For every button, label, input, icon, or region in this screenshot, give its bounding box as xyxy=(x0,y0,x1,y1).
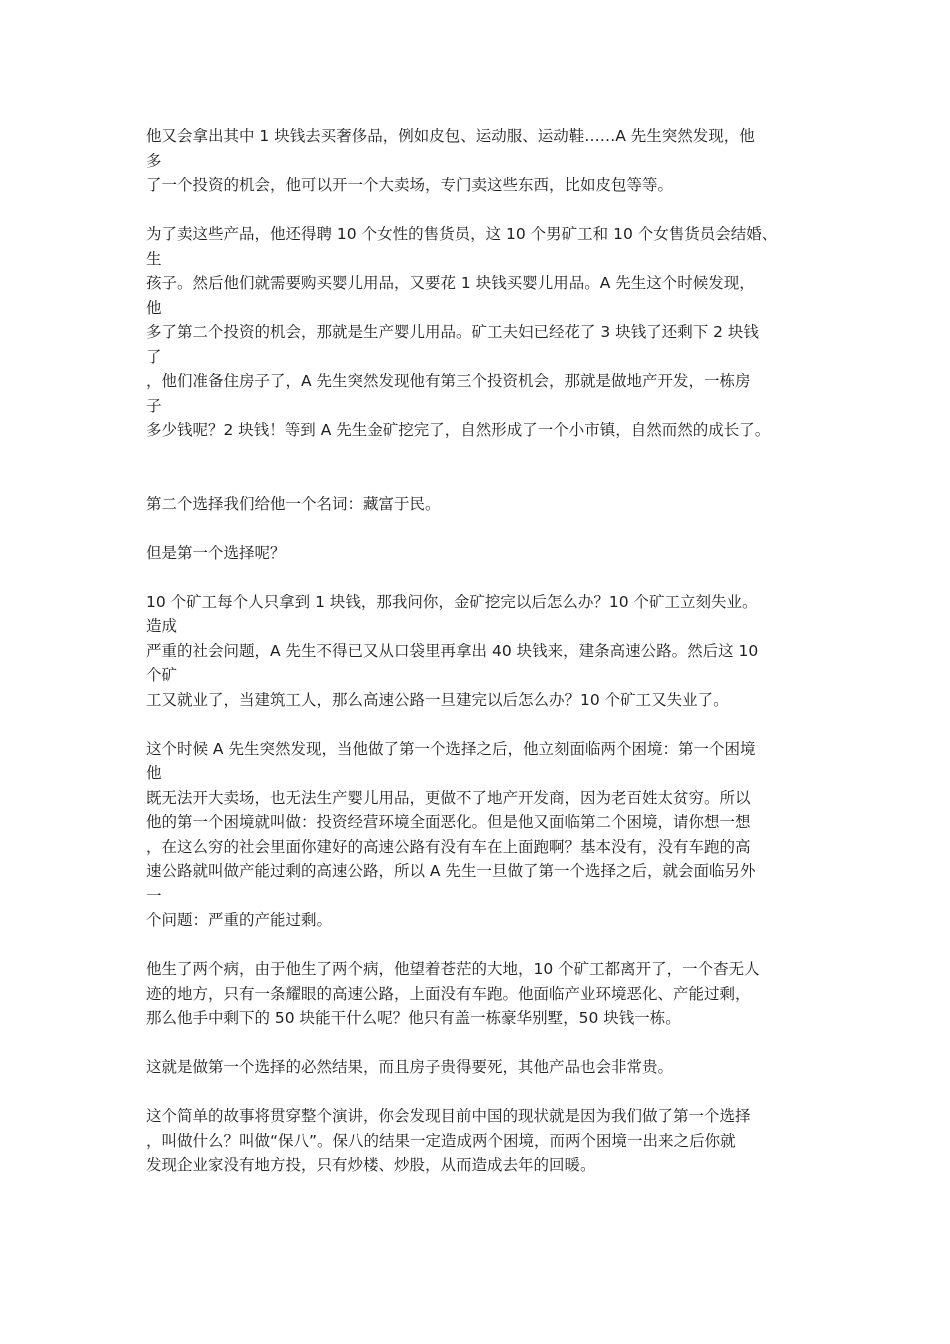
text-line: 这个时候 A 先生突然发现，当他做了第一个选择之后，他立刻面临两个困境：第一个困境 xyxy=(146,739,756,758)
text-line: ，他们准备住房子了，A 先生突然发现他有第三个投资机会，那就是做地产开发，一栋房 xyxy=(146,372,751,390)
paragraph xyxy=(146,737,821,933)
paragraph xyxy=(146,124,821,198)
paragraph-gap xyxy=(146,198,821,223)
text-line: 速公路就叫做产能过剩的高速公路，所以 A 先生一旦做了第一个选择之后，就会面临另外 xyxy=(146,862,756,880)
text-line: 孩子。然后他们就需要购买婴儿用品，又要花 1 块钱买婴儿用品。A 先生这个时候发现， xyxy=(146,274,755,292)
text-line: 工又就业了，当建筑工人，那么高速公路一旦建完以后怎么办？10 个矿工又失业了。 xyxy=(146,690,729,709)
paragraph-gap xyxy=(146,1031,821,1056)
text-line: 多 xyxy=(146,151,162,170)
paragraph xyxy=(146,541,821,566)
text-line: 他 xyxy=(146,298,162,317)
text-line: 他生了两个病，由于他生了两个病，他望着苍茫的大地，10 个矿工都离开了，一个杳无人 xyxy=(146,960,760,978)
text-line: ，叫做什么？叫做“保八”。保八的结果一定造成两个困境，而两个困境一出来之后你就 xyxy=(146,1131,736,1150)
text-line: 这个简单的故事将贯穿整个演讲，你会发现目前中国的现状就是因为我们做了第一个选择 xyxy=(146,1107,751,1125)
text-line: 了一个投资的机会，他可以开一个大卖场，专门卖这些东西，比如皮包等等。 xyxy=(146,176,674,194)
paragraph-gap xyxy=(146,712,821,737)
text-line: 造成 xyxy=(146,617,178,635)
document-body xyxy=(146,124,821,1178)
paragraph xyxy=(146,1055,821,1080)
text-line: 他 xyxy=(146,764,162,782)
text-line: 10 个矿工每个人只拿到 1 块钱，那我问你，金矿挖完以后怎么办？10 个矿工立刻失业。 xyxy=(146,592,758,611)
text-line: 多少钱呢？2 块钱！等到 A 先生金矿挖完了，自然形成了一个小市镇，自然而然的成长了。 xyxy=(146,421,771,439)
text-line: 子 xyxy=(146,396,162,415)
paragraph-gap xyxy=(146,516,821,541)
paragraph xyxy=(146,222,821,443)
text-line: 多了第二个投资的机会，那就是生产婴儿用品。矿工夫妇已经花了 3 块钱了还剩下 2 块钱 xyxy=(146,323,759,341)
text-line: 他又会拿出其中 1 块钱去买奢侈品，例如皮包、运动服、运动鞋……A 先生突然发现，他 xyxy=(146,127,755,145)
text-line: ，在这么穷的社会里面你建好的高速公路有没有车在上面跑啊？基本没有，没有车跑的高 xyxy=(146,837,751,856)
paragraph xyxy=(146,957,821,1031)
text-line: 个问题：严重的产能过剩。 xyxy=(146,911,333,929)
paragraph-gap xyxy=(146,933,821,958)
text-line: 生 xyxy=(146,249,162,268)
text-line: 第二个选择我们给他一个名词：藏富于民。 xyxy=(146,494,441,513)
text-line: 这就是做第一个选择的必然结果，而且房子贵得要死，其他产品也会非常贵。 xyxy=(146,1058,674,1076)
text-line: 发现企业家没有地方投，只有炒楼、炒股，从而造成去年的回暖。 xyxy=(146,1156,596,1174)
paragraph-gap xyxy=(146,1080,821,1105)
text-line: 但是第一个选择呢？ xyxy=(146,543,286,562)
paragraph xyxy=(146,1104,821,1178)
paragraph-gap xyxy=(146,565,821,590)
paragraph xyxy=(146,492,821,517)
text-line: 严重的社会问题，A 先生不得已又从口袋里再拿出 40 块钱来，建条高速公路。然后这 10 xyxy=(146,641,759,660)
paragraph-gap xyxy=(146,443,821,492)
text-line: 个矿 xyxy=(146,666,178,684)
text-line: 一 xyxy=(146,886,162,905)
text-line: 了 xyxy=(146,347,162,366)
text-line: 为了卖这些产品，他还得聘 10 个女性的售货员，这 10 个男矿工和 10 个女售货员会结婚、 xyxy=(146,225,778,243)
paragraph xyxy=(146,590,821,713)
text-line: 那么他手中剩下的 50 块能干什么呢？他只有盖一栋豪华别墅，50 块钱一栋。 xyxy=(146,1009,681,1027)
text-line: 他的第一个困境就叫做：投资经营环境全面恶化。但是他又面临第二个困境，请你想一想 xyxy=(146,813,751,831)
text-line: 既无法开大卖场，也无法生产婴儿用品，更做不了地产开发商，因为老百姓太贫穷。所以 xyxy=(146,788,751,807)
text-line: 迹的地方，只有一条耀眼的高速公路，上面没有车跑。他面临产业环境恶化、产能过剩， xyxy=(146,984,751,1003)
